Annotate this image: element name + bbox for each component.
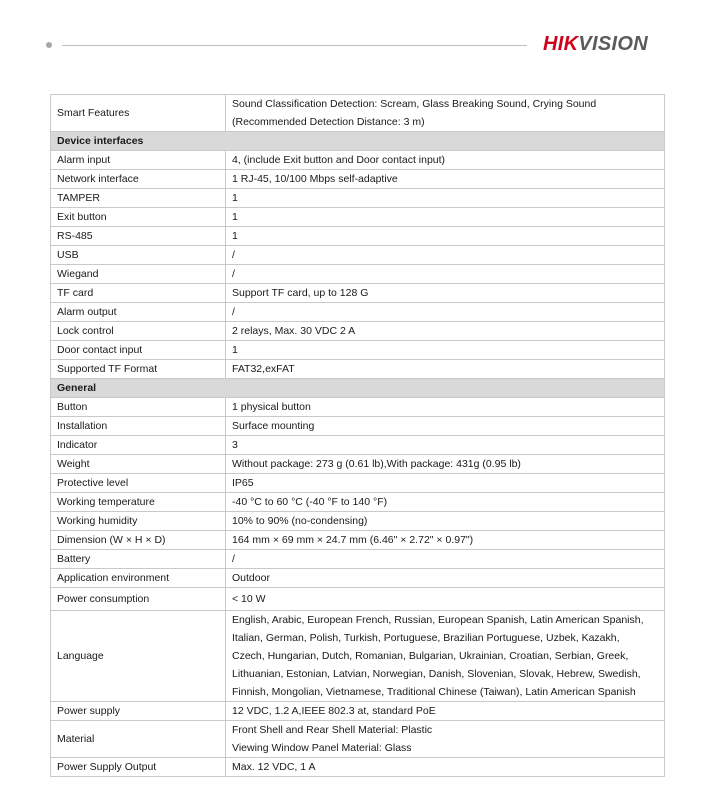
spec-row [51, 455, 665, 474]
spec-value: 3 [226, 436, 665, 455]
spec-value: 1 physical button [226, 398, 665, 417]
spec-row [51, 721, 665, 758]
spec-value: English, Arabic, European French, Russian, European Spanish, Latin American Spanish, Italian, German, Polish, Turkish, Portuguese, Brazilian Portuguese, Uzbek, Kazakh, Czech, Hungarian, Dutch, Romanian, Bulgarian, Ukrainian, Croatian, Serbian, Greek, Lithuanian, Estonian, Latvian, Norwegian, Danish, Slovenian, Slovak, Hebrew, Swedish, Finnish, Mongolian, Vietnamese, Traditional Chinese (Taiwan), Latin American Spanish [226, 611, 665, 702]
spec-label: Dimension (W × H × D) [51, 531, 226, 550]
spec-label: Network interface [51, 170, 226, 189]
spec-label: Wiegand [51, 265, 226, 284]
spec-value: / [226, 246, 665, 265]
spec-value: / [226, 550, 665, 569]
spec-row [51, 341, 665, 360]
spec-label: TF card [51, 284, 226, 303]
spec-value: Sound Classification Detection: Scream, Glass Breaking Sound, Crying Sound (Recommended Detection Distance: 3 m) [226, 95, 665, 132]
spec-label: Indicator [51, 436, 226, 455]
spec-value: 1 [226, 341, 665, 360]
spec-value: 1 RJ-45, 10/100 Mbps self-adaptive [226, 170, 665, 189]
section-title: General [51, 379, 665, 398]
spec-value: / [226, 265, 665, 284]
logo-red-text: HIK [543, 33, 579, 55]
spec-row [51, 569, 665, 588]
spec-row [51, 512, 665, 531]
spec-table [50, 94, 665, 777]
spec-row [51, 303, 665, 322]
spec-label: Door contact input [51, 341, 226, 360]
spec-value: 164 mm × 69 mm × 24.7 mm (6.46" × 2.72" × 0.97") [226, 531, 665, 550]
spec-label: Power Supply Output [51, 758, 226, 777]
spec-row [51, 550, 665, 569]
spec-label: Alarm input [51, 151, 226, 170]
spec-label: Working humidity [51, 512, 226, 531]
spec-value: 1 [226, 208, 665, 227]
header-dot [46, 42, 52, 48]
spec-row [51, 474, 665, 493]
spec-row [51, 398, 665, 417]
spec-label: Working temperature [51, 493, 226, 512]
spec-row [51, 531, 665, 550]
spec-row [51, 265, 665, 284]
spec-label: Protective level [51, 474, 226, 493]
spec-value: -40 °C to 60 °C (-40 °F to 140 °F) [226, 493, 665, 512]
spec-value: 4, (include Exit button and Door contact input) [226, 151, 665, 170]
spec-value: / [226, 303, 665, 322]
spec-label: Language [51, 611, 226, 702]
spec-label: Button [51, 398, 226, 417]
spec-value: 1 [226, 189, 665, 208]
spec-row [51, 189, 665, 208]
spec-label: Power supply [51, 702, 226, 721]
section-title: Device interfaces [51, 132, 665, 151]
spec-row [51, 170, 665, 189]
spec-row [51, 493, 665, 512]
spec-value: Without package: 273 g (0.61 lb),With package: 431g (0.95 lb) [226, 455, 665, 474]
spec-row [51, 417, 665, 436]
spec-value: 1 [226, 227, 665, 246]
spec-row [51, 246, 665, 265]
spec-label: RS-485 [51, 227, 226, 246]
spec-row [51, 702, 665, 721]
spec-table-body [51, 95, 665, 777]
spec-label: Supported TF Format [51, 360, 226, 379]
spec-label: USB [51, 246, 226, 265]
spec-label: Exit button [51, 208, 226, 227]
spec-value: FAT32,exFAT [226, 360, 665, 379]
spec-label: Smart Features [51, 95, 226, 132]
spec-row [51, 208, 665, 227]
spec-label: Application environment [51, 569, 226, 588]
spec-row [51, 436, 665, 455]
page-header [0, 0, 714, 80]
spec-row [51, 611, 665, 702]
spec-value: Max. 12 VDC, 1 A [226, 758, 665, 777]
spec-value: Support TF card, up to 128 G [226, 284, 665, 303]
hikvision-logo [543, 33, 648, 56]
spec-value: 2 relays, Max. 30 VDC 2 A [226, 322, 665, 341]
spec-value: Outdoor [226, 569, 665, 588]
spec-value: Surface mounting [226, 417, 665, 436]
spec-label: Power consumption [51, 588, 226, 611]
spec-value: 12 VDC, 1.2 A,IEEE 802.3 at, standard PoE [226, 702, 665, 721]
spec-value: Front Shell and Rear Shell Material: Plastic Viewing Window Panel Material: Glass [226, 721, 665, 758]
spec-label: TAMPER [51, 189, 226, 208]
spec-label: Installation [51, 417, 226, 436]
spec-row [51, 151, 665, 170]
spec-value: 10% to 90% (no-condensing) [226, 512, 665, 531]
header-rule [62, 45, 527, 46]
spec-row [51, 227, 665, 246]
spec-row [51, 360, 665, 379]
spec-row [51, 588, 665, 611]
section-header-row [51, 132, 665, 151]
spec-value: < 10 W [226, 588, 665, 611]
spec-label: Material [51, 721, 226, 758]
logo-gray-text: VISION [578, 33, 648, 55]
section-header-row [51, 379, 665, 398]
spec-value: IP65 [226, 474, 665, 493]
spec-row [51, 284, 665, 303]
spec-row [51, 322, 665, 341]
spec-row [51, 95, 665, 132]
spec-label: Weight [51, 455, 226, 474]
spec-label: Alarm output [51, 303, 226, 322]
spec-label: Battery [51, 550, 226, 569]
spec-row [51, 758, 665, 777]
spec-label: Lock control [51, 322, 226, 341]
